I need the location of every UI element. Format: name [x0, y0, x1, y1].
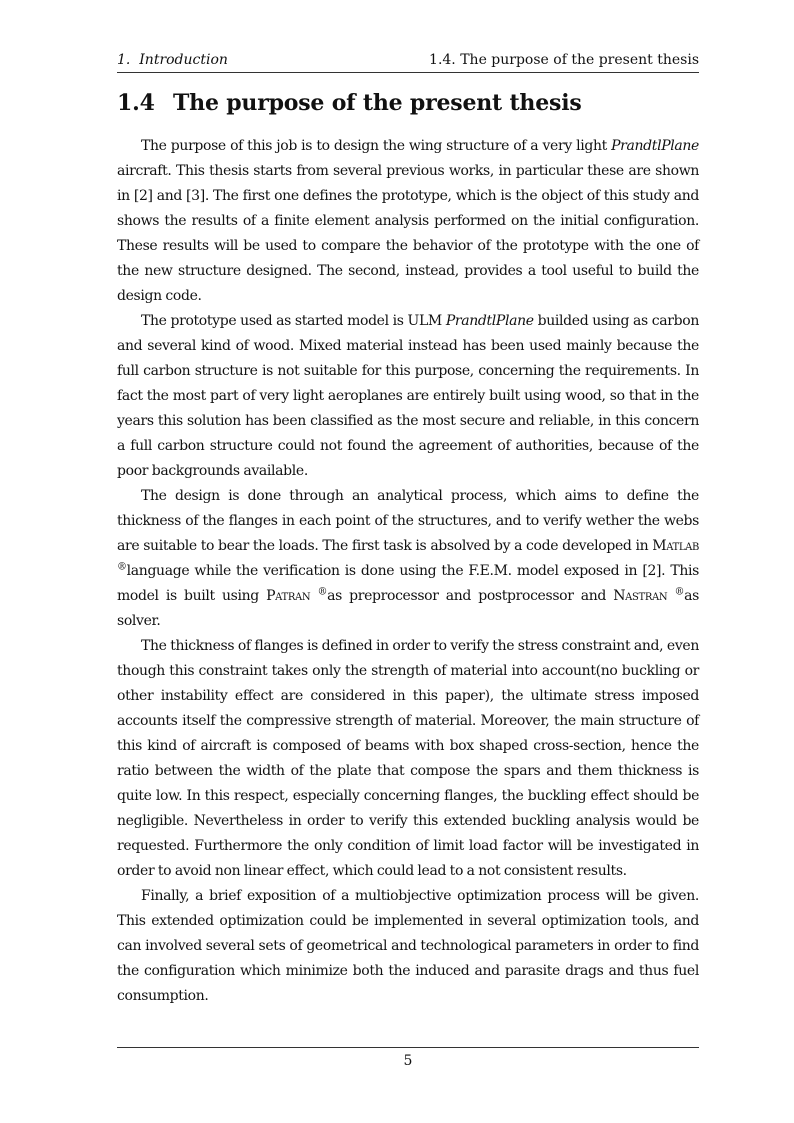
section-title: The purpose of the present thesis	[173, 90, 582, 116]
section-heading	[117, 90, 699, 116]
paragraph-2-text-c: builded using as carbon and several kind of wood. Mixed material instead has been used mainly because the full carbon structure is not suitable for this purpose, concerning the requirements. In fact the most part of very light aeroplanes are entirely built using wood, so that in the years this solution has been classified as the most secure and reliable, in this concern a full carbon structure could not found the agreement of authorities, because of the poor backgrounds available.	[117, 313, 699, 479]
matlab-name: Matlab	[652, 538, 699, 554]
patran-name: Patran	[266, 588, 311, 604]
paragraph-4: The thickness of flanges is defined in order to verify the stress constraint and, even though this constraint takes only the strength of material into account(no buckling or other instability effect are considered in this paper), the ultimate stress imposed accounts itself the compressive strength of material. Moreover, the main structure of this kind of aircraft is composed of beams with box shaped cross-section, hence the ratio between the width of the plate that compose the spars and them thickness is quite low. In this respect, especially concerning flanges, the buckling effect should be negligible. Nevertheless in order to verify this extended buckling analysis would be requested. Furthermore the only condition of limit load factor will be investigated in order to avoid non linear effect, which could lead to a not consistent results.	[117, 638, 699, 879]
paragraph-2-text-a: The prototype used as started model is ULM	[141, 313, 446, 329]
paragraph-3-text-a: The design is done through an analytical process, which aims to define the thickness of the flanges in each point of the structures, and to verify wether the webs are suitable to bear the loads. The first task is absolved by a code developed in	[117, 488, 699, 554]
header-section-ref: 1.4. The purpose of the present thesis	[429, 52, 699, 68]
header-chapter-title: Introduction	[139, 52, 228, 68]
paragraph-1	[117, 134, 699, 309]
header-chapter	[117, 52, 228, 68]
header-rule	[117, 72, 699, 73]
registered-mark: ®	[317, 586, 328, 598]
paragraph-2	[117, 309, 699, 484]
section-number: 1.4	[117, 90, 155, 116]
header-chapter-number: 1.	[117, 52, 131, 68]
paragraph-2-emphasis: PrandtlPlane	[445, 313, 534, 329]
registered-mark: ®	[117, 561, 127, 573]
registered-mark: ®	[674, 586, 685, 598]
paragraph-5: Finally, a brief exposition of a multiobjective optimization process will be given. This extended optimization could be implemented in several optimization tools, and can involved several sets of geometrical and technological parameters in order to find the configuration which minimize both the induced and parasite drags and thus fuel consumption.	[117, 888, 699, 1004]
body-text	[117, 134, 699, 1009]
paragraph-3	[117, 484, 699, 634]
nastran-name: Nastran	[613, 588, 668, 604]
page-number: 5	[403, 1053, 413, 1069]
footer-rule	[117, 1047, 699, 1048]
running-header	[117, 52, 699, 72]
paragraph-1-text-a: The purpose of this job is to design the wing structure of a very light	[141, 138, 612, 154]
paragraph-1-text-c: aircraft. This thesis starts from several previous works, in particular these are shown in [2] and [3]. The first one defines the prototype, which is the object of this study and shows the results of a finite element analysis performed on the initial configuration. These results will be used to compare the behavior of the prototype with the one of the new structure designed. The second, instead, provides a tool useful to build the design code.	[117, 163, 699, 304]
paragraph-3-text-c: as preprocessor and postprocessor and	[327, 588, 614, 604]
paragraph-3-text-b: language while the verification is done using the F.E.M. model exposed in [2]. This model is built using	[117, 563, 699, 604]
paragraph-3-text-d: as solver.	[117, 588, 699, 629]
paragraph-1-emphasis: PrandtlPlane	[611, 138, 699, 154]
